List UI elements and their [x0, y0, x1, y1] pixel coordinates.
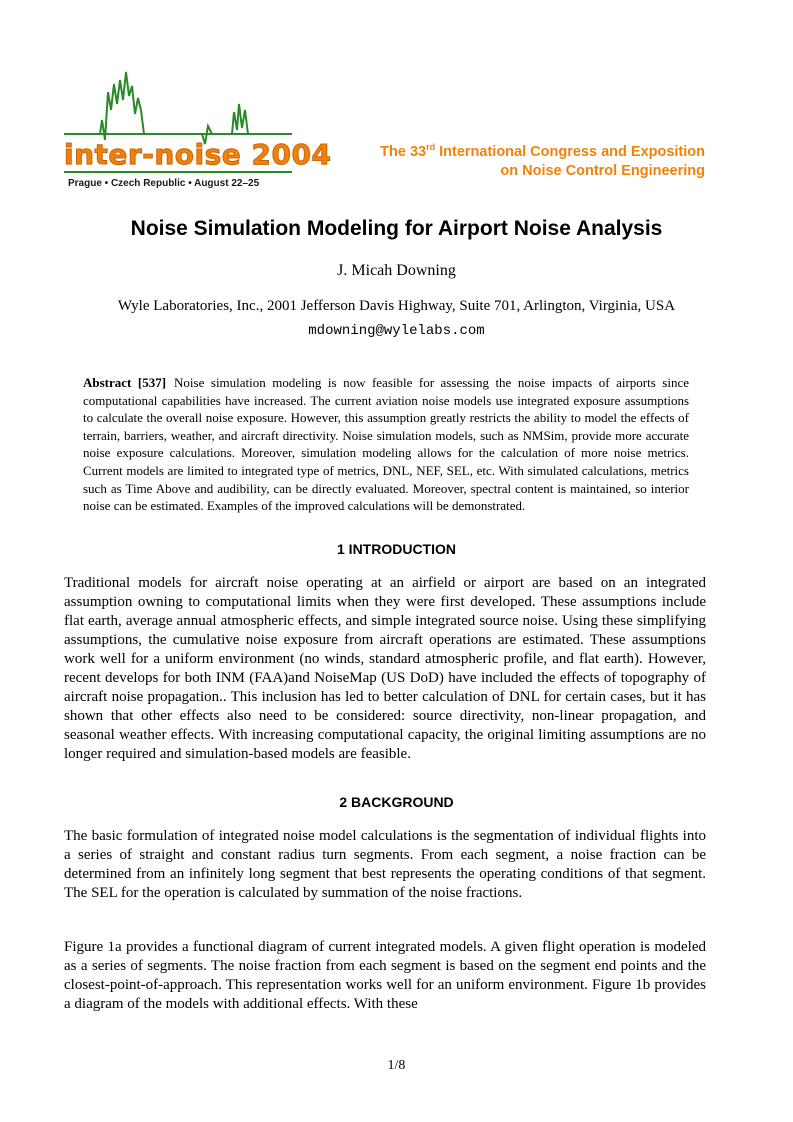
conference-ordinal: 33 — [409, 143, 427, 160]
conference-line-1-rest: International Congress and Exposition — [435, 143, 705, 160]
abstract-text: Noise simulation modeling is now feasible for assessing the noise impacts of airports since computational capabilities have increased. The current aviation noise models use integrated exposure assumptions to calculate the overall noise exposure. However, this assumption greatly restricts the ability to model the effects of terrain, barriers, weather, and aircraft directivity. Noise simulation models, such as NMSim, provide more accurate noise exposure calculations. Moreover, simulation modeling allows for the calculation of more noise metrics. Current models are limited to integrated type of metrics, DNL, NEF, SEL, etc. With simulated calculations, metrics such as Time Above and audibility, can be directly evaluated. Moreover, spectral content is maintained, so interior noise can be estimated. Examples of the improved calculations will be demonstrated. — [83, 375, 689, 514]
section-heading-background: 2 BACKGROUND — [339, 794, 454, 810]
author-email: mdowning@wylelabs.com — [308, 323, 485, 339]
background-paragraph-2: Figure 1a provides a functional diagram of current integrated models. A given flight operation is modeled as a series of segments. The noise fraction from each segment is based on the segment end points and the closest-point-of-approach. This representation works well for an uniform environment. Figure 1b provides a diagram of the models with additional effects. With these — [64, 939, 706, 1012]
abstract — [83, 374, 689, 515]
page-number: 1/8 — [387, 1058, 406, 1073]
paper-title: Noise Simulation Modeling for Airport Noise Analysis — [130, 217, 663, 240]
city-skyline-graphic — [62, 70, 294, 192]
logo-wordmark: inter-noise 2004 — [64, 138, 332, 171]
conference-ordinal-suffix: rd — [426, 142, 436, 152]
conference-line-2: on Noise Control Engineering — [500, 162, 705, 179]
paper-author: J. Micah Downing — [337, 262, 456, 279]
conference-heading — [380, 138, 705, 181]
introduction-paragraph: Traditional models for aircraft noise operating at an airfield or airport are based on an integrated assumption owning to computational limits when they were first developed. These assumptions include flat earth, average annual atmospheric effects, and simple integrated source noise. Using these simplifying assumptions, the cumulative noise exposure from aircraft operations are estimated. These assumptions work well for a uniform environment (no winds, standard atmospheric profile, and flat earth). However, recent develops for both INM (FAA)and NoiseMap (US DoD) have included the effects of topography of aircraft noise propagation.. This inclusion has led to better calculation of DNL for certain cases, but it has shown that other effects also need to be considered: source directivity, non-linear propagation, and seasonal weather effects. With increasing computational capacity, the original limiting assumptions are no longer required and simulation-based models are feasible. — [64, 575, 706, 762]
paper-affiliation: Wyle Laboratories, Inc., 2001 Jefferson Davis Highway, Suite 701, Arlington, Virginia, USA — [117, 298, 676, 314]
background-paragraph-1: The basic formulation of integrated noise model calculations is the segmentation of individual flights into a series of straight and constant radius turn segments. From each segment, a noise fraction can be determined from an infinitely long segment that best represents the operating conditions of that segment. The SEL for the operation is calculated by summation of the noise fractions. — [64, 828, 706, 901]
conference-logo — [62, 70, 332, 192]
conference-line-1: The 33rd International Congress and Exposition — [380, 142, 705, 160]
logo-tagline: Prague • Czech Republic • August 22–25 — [68, 178, 260, 189]
section-heading-introduction: 1 INTRODUCTION — [337, 541, 456, 557]
abstract-label: Abstract [537] — [83, 375, 167, 390]
